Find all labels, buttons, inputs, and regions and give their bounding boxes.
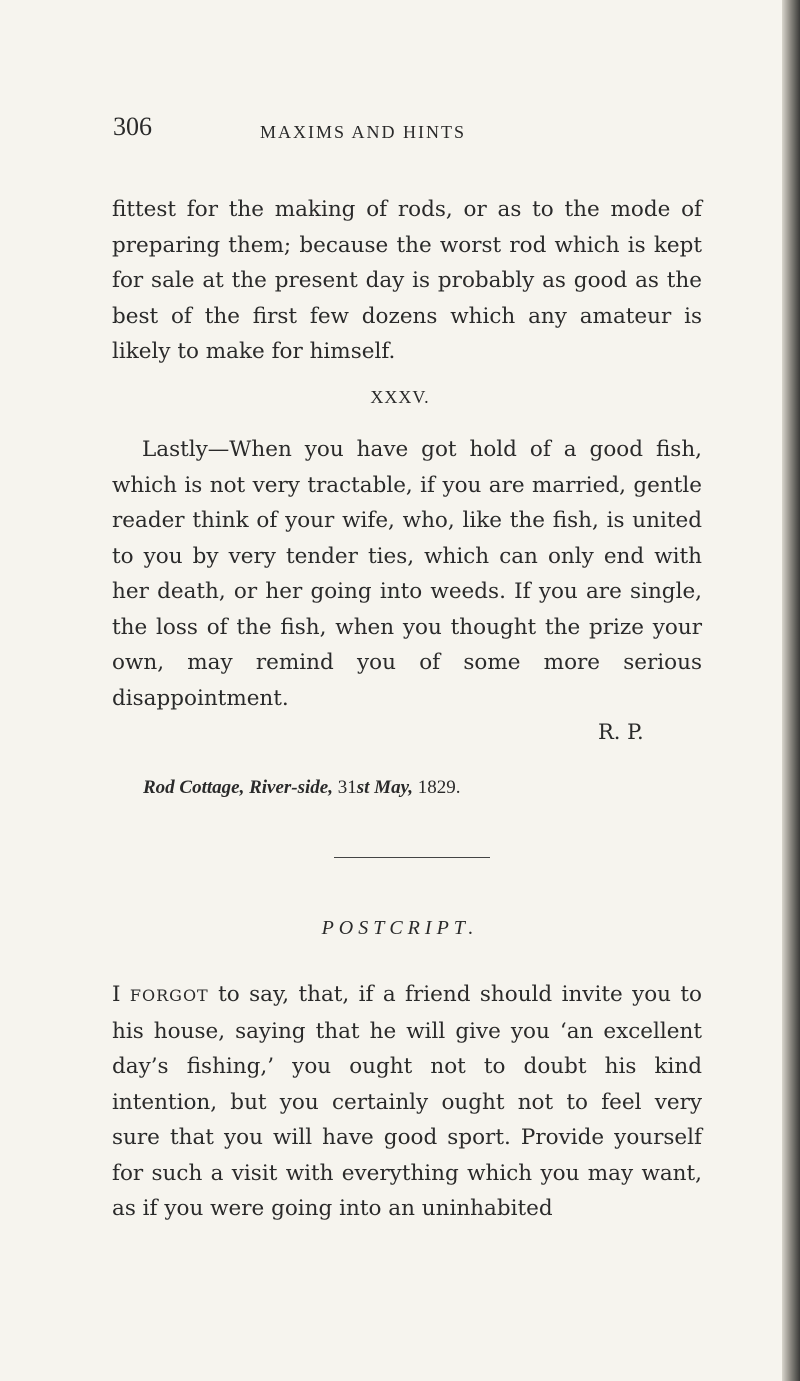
section-number: XXXV. — [370, 387, 430, 407]
opening-word: I — [112, 982, 121, 1007]
page-number: 306 — [113, 112, 152, 141]
dateline-day: 31st — [337, 777, 370, 798]
postscript-text: to say, that, if a friend should invite you to his house, saying that he will give you ‘an excellent day’s fishing,’ you ought not to doubt his kind intention, but you certainly ought not to feel very sure that you will have good sport. Provide yourself for such a visit with everything which you may want, as if you were going into an uninhabited — [112, 982, 702, 1221]
page-edge-shadow — [782, 0, 800, 1381]
paragraph-continued: fittest for the making of rods, or as to the mode of preparing them; because the worst rod which is kept for sale at the present day is probably as good as the best of the first few dozens which any amateur is likely to make for himself. — [112, 197, 702, 364]
dateline-year: 1829. — [417, 777, 461, 798]
paragraph-lastly: Lastly—When you have got hold of a good fish, which is not very tractable, if you are married, gentle reader think of your wife, who, like the fish, is united to you by very tender ties, which can only end with her death, or her going into weeds. If you are single, the loss of the fish, when you thought the prize your own, may remind you of some more serious disappointment. — [112, 437, 702, 711]
section-divider — [334, 857, 490, 858]
signature-initials: R. P. — [598, 720, 644, 744]
running-title: MAXIMS AND HINTS — [260, 122, 467, 142]
running-head — [0, 112, 800, 152]
postscript-title: POSTCRIPT. — [321, 917, 479, 939]
dateline — [143, 777, 461, 799]
postscript-paragraph — [112, 977, 702, 1227]
opening-smallcaps: FORGOT — [129, 986, 209, 1005]
dateline-month: May, — [374, 777, 414, 798]
dateline-place: Rod Cottage, River-side, — [143, 777, 333, 798]
